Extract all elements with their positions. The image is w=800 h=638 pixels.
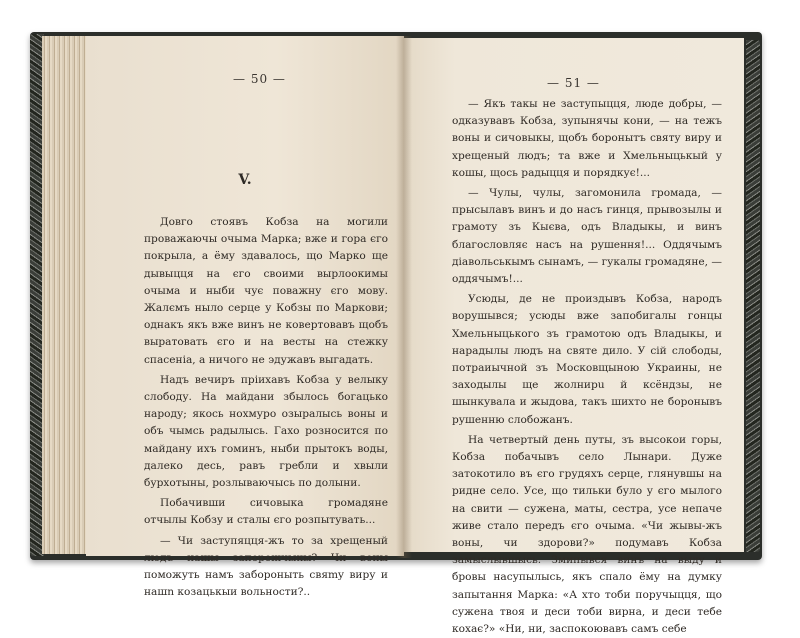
paragraph: — Чулы, чулы, загомонила громада, — прысылавъ винъ и до насъ гинця, прывозылы и грамоту зъ Кыєва, одъ Владыкы, и винъ благословляє насъ на рушення!... Оддячымъ дiавольськымъ сынамъ, — гукалы громадяне, — оддячымъ!... [452,187,722,286]
paragraph: Побачивши сичовыка громадяне отчылы Кобзу и стaлы єго розпытувать... [144,497,388,527]
paragraph: Довго стоявъ Кобза на могили проважаючы очыма Марка; вже и гора єго покрыла, а ёму здавалось, що Марко ще дывыцця на єго своими вырлоокимы очыма и ныби чує поважну єго мову. Жалємъ ныло серце у Кобзы по Маркови; однакъ якъ вже винъ не ковертовавъ щобъ выратовать єго и на весты на стежку спасеніа, а ничого не эдужавъ выгадать. [144,216,388,366]
paragraph: На четвертый день путы, зъ высокои горы, Кобза побачывъ село Лынари. Дуже затокотило въ єго грудяхъ серце, глянувшы на ридне село. Усе, що тильки було у єго мылого на свити — сужена, маты, сестра, усе непаче живе стало передъ єго очыма. «Чи жывы-жъ воны, чи здорови?» подумавъ Кобза замыслывшысь. Змипывся винъ на выду и бровы насупылысь, якъ спало ёму на думку запытання Марка: «А хто тоби поручыцця, що сужена твоя и деси тоби вирна, и деси тебе кохає?» «Ни, ни, заспокоювавъ самъ себе [452,433,722,636]
marbled-cover-right [746,40,760,552]
paragraph: Надъ вечиръ прiихавъ Кобза у велыку слободу. На майдани збылось богацько народу; якось нохмуро озыралысь воны и объ чымсь радылысь. Гахо розносится по майдану ихъ гоминъ, ныби прытокъ воды, далеко десь, равъ гребли и хвыли бурхотыны, розлываючысь по долыни. [144,373,388,490]
paragraph: Усюды, де не произдывъ Кобза, народъ ворушывся; усюды вже запобигалы гонцы Хмельныцького зъ грамотою одъ Владыкы, и нарaдылы людъ на святе дило. У сiй слободы, потраиычной зъ Московщыною Украины, не заходылы ще жолнирu й ксёндзы, не шынкувала и жыдова, такъ шихто не боронывъ рушенню слобожанъ. [452,293,722,426]
right-page-text [452,96,722,638]
left-page-number: — 50 — [233,72,286,86]
paragraph: — Якъ такы не заступыцця, люде добры, — одказувавъ Кобза, зупынячы кони, — на тежъ воны и сичовыкы, щобъ боронытъ святу виру и хрещеный людъ; та вже и Хмельныцькый у кошы, щось радыцця и порядкує!... [452,98,722,179]
left-page-text [144,214,388,601]
book-gutter [396,36,412,558]
right-page-number: — 51 — [547,76,600,90]
chapter-heading: V. [238,172,252,188]
paragraph: — Чи заступяцця-жъ то за хрещеный людъ нашы запорожчыкы? Чи воны поможуть намъ забороныть свяmy виру и нашn козацькыи вольности?.. [144,534,388,599]
